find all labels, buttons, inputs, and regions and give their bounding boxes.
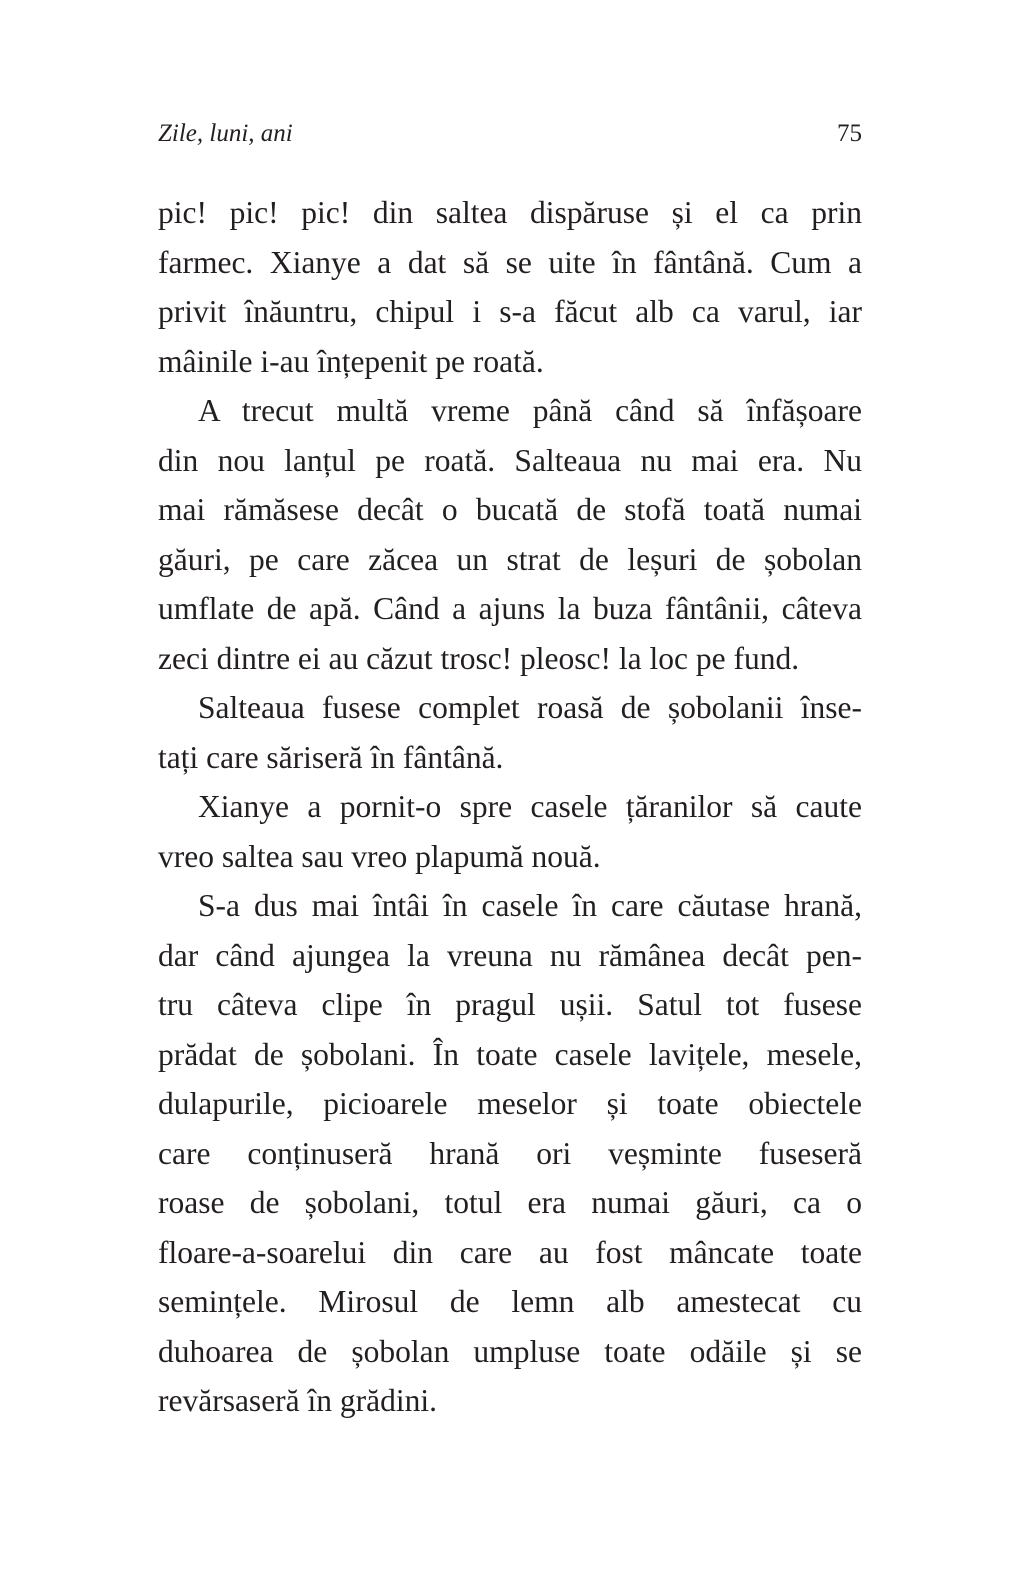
paragraph — [158, 188, 862, 386]
text-line: dar când ajungea la vreuna nu rămânea decât pen- — [158, 937, 862, 973]
text-line: umflate de apă. Când a ajuns la buza fântânii, câteva — [158, 591, 862, 626]
text-line: din nou lanțul pe roată. Salteaua nu mai era. Nu — [158, 442, 862, 478]
text-line: mai rămăsese decât o bucată de stofă toată numai — [158, 492, 862, 527]
paragraph — [158, 881, 862, 1426]
text-line: farmec. Xianye a dat să se uite în fântână. Cum a — [158, 244, 862, 280]
text-line: S-a dus mai întâi în casele în care căutase hrană, — [198, 888, 862, 923]
text-line: care conținuseră hrană ori veșminte fuseseră — [158, 1135, 862, 1171]
text-line: roase de șobolani, totul era numai găuri, ca o — [158, 1185, 862, 1220]
text-line: Xianye a pornit-o spre casele țăranilor să caute — [198, 789, 862, 824]
page-number: 75 — [837, 120, 862, 147]
text-line: găuri, pe care zăcea un strat de leșuri de șobolan — [158, 541, 862, 577]
paragraph — [158, 782, 862, 881]
text-line: semințele. Mirosul de lemn alb amestecat cu — [158, 1284, 862, 1319]
text-line: prădat de șobolani. În toate casele lavițele, mesele, — [158, 1036, 862, 1072]
text-line: revărsaseră în grădini. — [158, 1383, 437, 1418]
running-header — [158, 120, 862, 156]
body-text — [158, 188, 862, 1426]
text-line: tați care săriseră în fântână. — [158, 739, 504, 775]
text-line: floare-a-soarelui din care au fost mâncate toate — [158, 1234, 862, 1270]
text-line: zeci dintre ei au căzut trosc! pleosc! la loc pe fund. — [158, 640, 800, 676]
text-line: dulapurile, picioarele meselor și toate obiectele — [158, 1086, 862, 1121]
text-line: privit înăuntru, chipul i s-a făcut alb ca varul, iar — [158, 294, 862, 329]
text-line: tru câteva clipe în pragul ușii. Satul tot fusese — [158, 987, 862, 1022]
text-line: Salteaua fusese complet roasă de șobolanii înse- — [198, 690, 862, 725]
text-line: vreo saltea sau vreo plapumă nouă. — [158, 838, 601, 874]
running-title: Zile, luni, ani — [158, 120, 293, 147]
text-line: duhoarea de șobolan umpluse toate odăile și se — [158, 1333, 862, 1369]
text-line: pic! pic! pic! din saltea dispăruse și el ca prin — [158, 195, 862, 230]
text-line: A trecut multă vreme până când să înfășoare — [198, 393, 862, 428]
paragraph — [158, 683, 862, 782]
paragraph — [158, 386, 862, 683]
text-line: mâinile i-au înțepenit pe roată. — [158, 343, 544, 379]
